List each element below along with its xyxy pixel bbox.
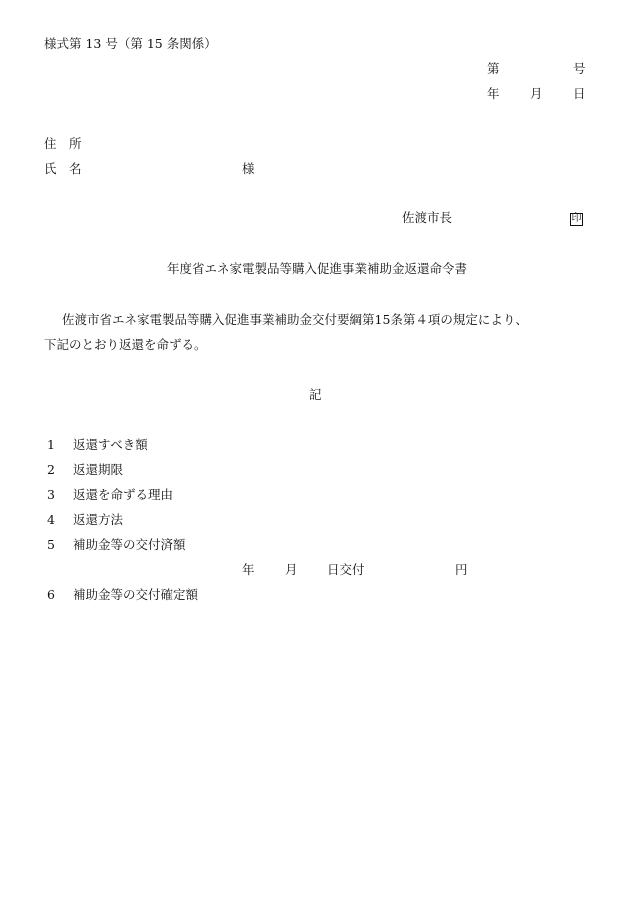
date-day: 日 — [573, 86, 586, 101]
date-month: 月 — [530, 86, 543, 101]
item-5-number: 5 — [47, 537, 55, 552]
item-3-number: 3 — [47, 487, 55, 502]
date-year: 年 — [487, 86, 500, 101]
body-line-1: 佐渡市省エネ家電製品等購入促進事業補助金交付要綱第15条第４項の規定により、 — [62, 312, 528, 327]
item-6-label: 補助金等の交付確定額 — [73, 587, 199, 602]
body-line-2: 下記のとおり返還を命ずる。 — [44, 337, 207, 352]
ref-go: 号 — [573, 61, 586, 76]
ki-heading: 記 — [309, 387, 322, 402]
paid-month: 月 — [285, 562, 298, 577]
seal-stamp: 印 — [571, 213, 582, 224]
form-number: 様式第 13 号（第 15 条関係） — [44, 36, 217, 51]
document-title: 年度省エネ家電製品等購入促進事業補助金返還命令書 — [167, 261, 468, 276]
item-3-label: 返還を命ずる理由 — [73, 487, 174, 502]
item-2-number: 2 — [47, 462, 55, 477]
ref-dai: 第 — [487, 61, 500, 76]
item-4-number: 4 — [47, 512, 55, 527]
honorific: 様 — [242, 161, 255, 176]
item-2-label: 返還期限 — [73, 462, 124, 477]
paid-yen: 円 — [455, 562, 468, 577]
item-4-label: 返還方法 — [73, 512, 124, 527]
name-label: 氏 名 — [44, 161, 82, 176]
issuer-title: 佐渡市長 — [402, 210, 453, 225]
paid-day: 日交付 — [327, 562, 365, 577]
item-6-number: 6 — [47, 587, 55, 602]
item-1-number: 1 — [47, 437, 55, 452]
seal-mark — [570, 211, 583, 226]
paid-year: 年 — [242, 562, 255, 577]
item-1-label: 返還すべき額 — [73, 437, 148, 452]
item-5-label: 補助金等の交付済額 — [73, 537, 186, 552]
address-label: 住 所 — [44, 136, 82, 151]
